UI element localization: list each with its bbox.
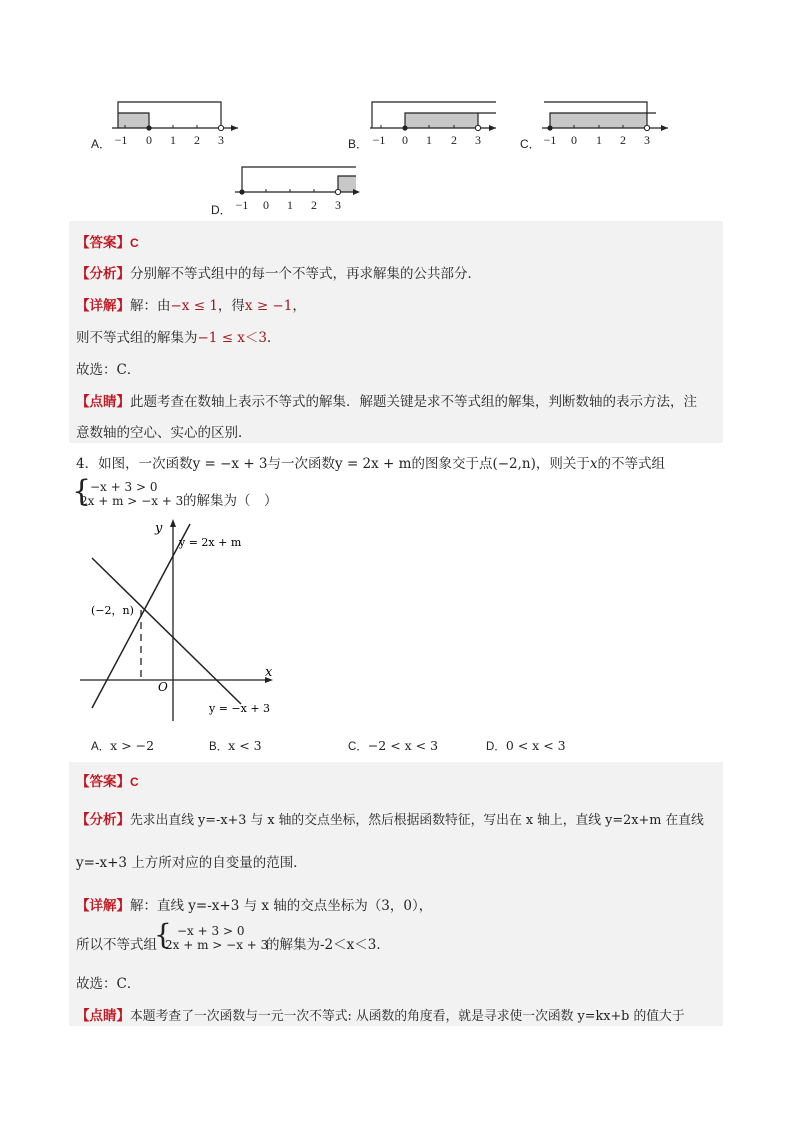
number-line-a	[110, 100, 245, 148]
detail-text: 所以不等式组	[76, 937, 157, 953]
detail-text: 解：由	[130, 298, 171, 314]
detail-text: ，得	[217, 298, 245, 314]
choice-letter: D．	[486, 741, 506, 753]
choice-letter: C．	[348, 741, 368, 753]
hollow-dot	[218, 125, 223, 130]
detail-text: 则不等式组的解集为	[76, 330, 198, 346]
detail-system-1: −x + 3 > 0	[177, 924, 245, 938]
answer-tag: 【答案】	[76, 235, 130, 251]
choice-d[interactable]	[486, 738, 566, 754]
tick-label: 1	[287, 198, 293, 212]
detail-system-2: 2x + m > −x + 3	[165, 938, 269, 952]
stem-text: 如图，一次函数	[98, 456, 193, 472]
choice-text: x > −2	[110, 738, 155, 753]
stem-expr: y = −x + 3	[192, 456, 268, 472]
q4-answer	[76, 770, 139, 790]
q3-detail	[76, 294, 306, 314]
tick-label: 3	[644, 133, 650, 147]
shaded-region	[405, 113, 478, 128]
q3-answer	[76, 231, 139, 251]
solid-dot	[146, 125, 151, 130]
intersection-label: (−2，n)	[91, 604, 134, 617]
q4-function-graph	[78, 516, 278, 726]
q4-detail	[76, 894, 432, 914]
answer-tag: 【答案】	[76, 774, 130, 790]
stem-expr: x	[589, 456, 598, 472]
tick-label: 3	[335, 198, 341, 212]
comment-text: 本题考查了一次函数与一元一次不等式: 从函数的角度看，就是寻求使一次函数 y=kx+b 的值大于	[130, 1009, 685, 1024]
detail-expr: −x ≤ 1	[170, 298, 218, 314]
q4-analysis-cont: y=-x+3 上方所对应的自变量的范围．	[76, 855, 307, 871]
analysis-text: 分别解不等式组中的每一个不等式，再求解集的公共部分．	[130, 266, 481, 282]
q3-comment	[76, 390, 697, 410]
answer-value: C	[130, 775, 139, 789]
tick-label: 0	[146, 133, 152, 147]
tick-label: −1	[235, 198, 249, 212]
analysis-text: 先求出直线 y=-x+3 与 x 轴的交点坐标，然后根据函数特征，写出在 x 轴上，直线 y=2x+m 在直线	[130, 813, 704, 828]
answer-value: C	[130, 236, 139, 250]
q4-choose: 故选：C．	[76, 976, 141, 992]
stem-text: 与一次函数	[267, 456, 336, 472]
detail-text: ，	[292, 298, 306, 314]
tick-label: 0	[402, 133, 408, 147]
arrow-icon	[661, 125, 668, 131]
hollow-dot	[335, 189, 340, 194]
solid-dot	[547, 125, 552, 130]
tick-label: 2	[451, 133, 457, 147]
detail-text: 的解集为-2＜x＜3．	[266, 937, 390, 953]
stem-expr: y = 2x + m	[335, 456, 412, 472]
solid-dot	[239, 189, 244, 194]
q3-comment-cont: 意数轴的空心、实心的区别．	[76, 425, 252, 441]
tick-label: 2	[620, 133, 626, 147]
shaded-region	[118, 113, 149, 128]
tick-label: 1	[170, 133, 176, 147]
arrow-icon	[170, 519, 176, 527]
choice-text: x < 3	[228, 738, 262, 753]
x-axis-label: x	[265, 665, 273, 680]
detail-tag: 【详解】	[76, 298, 130, 314]
comment-text: 此题考查在数轴上表示不等式的解集．解题关键是求不等式组的解集，判断数轴的表示方法，注	[130, 394, 697, 410]
analysis-tag: 【分析】	[76, 266, 130, 282]
line2-label: y = −x + 3	[209, 702, 271, 715]
number-line-b	[368, 100, 503, 148]
tick-label: 2	[194, 133, 200, 147]
option-c-label: C．	[520, 137, 541, 151]
tick-label: 3	[475, 133, 481, 147]
q4-stem	[76, 452, 665, 472]
choice-letter: A．	[91, 741, 111, 753]
tick-label: −1	[114, 133, 128, 147]
hollow-dot	[475, 125, 480, 130]
choice-letter: B．	[209, 741, 229, 753]
detail-text: 解：直线 y=-x+3 与 x 轴的交点坐标为（3，0），	[130, 898, 433, 914]
origin-label: O	[158, 680, 168, 694]
option-d-label: D．	[211, 203, 232, 217]
tick-label: 1	[426, 133, 432, 147]
arrow-icon	[489, 125, 496, 131]
number-line-c	[540, 100, 675, 148]
choice-a[interactable]	[91, 738, 154, 754]
y-axis-label: y	[155, 521, 163, 536]
q4-comment	[76, 1004, 685, 1024]
option-a-label: A．	[91, 137, 112, 151]
q3-analysis	[76, 262, 481, 282]
detail-expr: x ≥ −1	[244, 298, 293, 314]
tick-label: 0	[263, 198, 269, 212]
hollow-dot	[644, 125, 649, 130]
choice-text: −2 < x < 3	[367, 738, 439, 753]
q4-stem-end: 的解集为（ ）	[183, 493, 278, 509]
tick-label: 2	[311, 198, 317, 212]
option-b-label: B．	[348, 137, 369, 151]
solid-dot	[402, 125, 407, 130]
comment-tag: 【点睛】	[76, 394, 130, 410]
arrow-icon	[353, 189, 360, 195]
detail-expr: −1 ≤ x＜3	[197, 330, 267, 346]
brace-icon: {	[154, 918, 172, 951]
tick-label: −1	[543, 133, 557, 147]
tick-label: 0	[571, 133, 577, 147]
detail-tag: 【详解】	[76, 898, 130, 914]
system-line-2: 2x + m > −x + 3	[80, 494, 184, 508]
question-number: 4．	[76, 456, 99, 472]
stem-expr: (−2,n)	[492, 456, 536, 472]
number-line-d	[233, 165, 368, 213]
brace-icon: {	[72, 474, 92, 509]
choice-c[interactable]	[348, 738, 438, 754]
stem-text: 的不等式组	[597, 456, 665, 472]
line1-label: y = 2x + m	[179, 536, 242, 549]
tick-label: 3	[218, 133, 224, 147]
choice-text: 0 < x < 3	[505, 738, 566, 753]
q3-solution-set	[76, 326, 281, 346]
q3-choose: 故选：C．	[76, 362, 141, 378]
detail-text: ．	[267, 330, 281, 346]
analysis-tag: 【分析】	[76, 812, 130, 828]
comment-tag: 【点睛】	[76, 1008, 130, 1024]
q4-analysis	[76, 808, 704, 828]
system-line-1: −x + 3 > 0	[90, 480, 158, 494]
stem-text: 的图象交于点	[411, 456, 493, 472]
arrow-icon	[231, 125, 238, 131]
tick-label: 1	[596, 133, 602, 147]
choice-b[interactable]	[209, 738, 262, 754]
tick-label: −1	[372, 133, 386, 147]
stem-text: ，则关于	[535, 456, 590, 472]
